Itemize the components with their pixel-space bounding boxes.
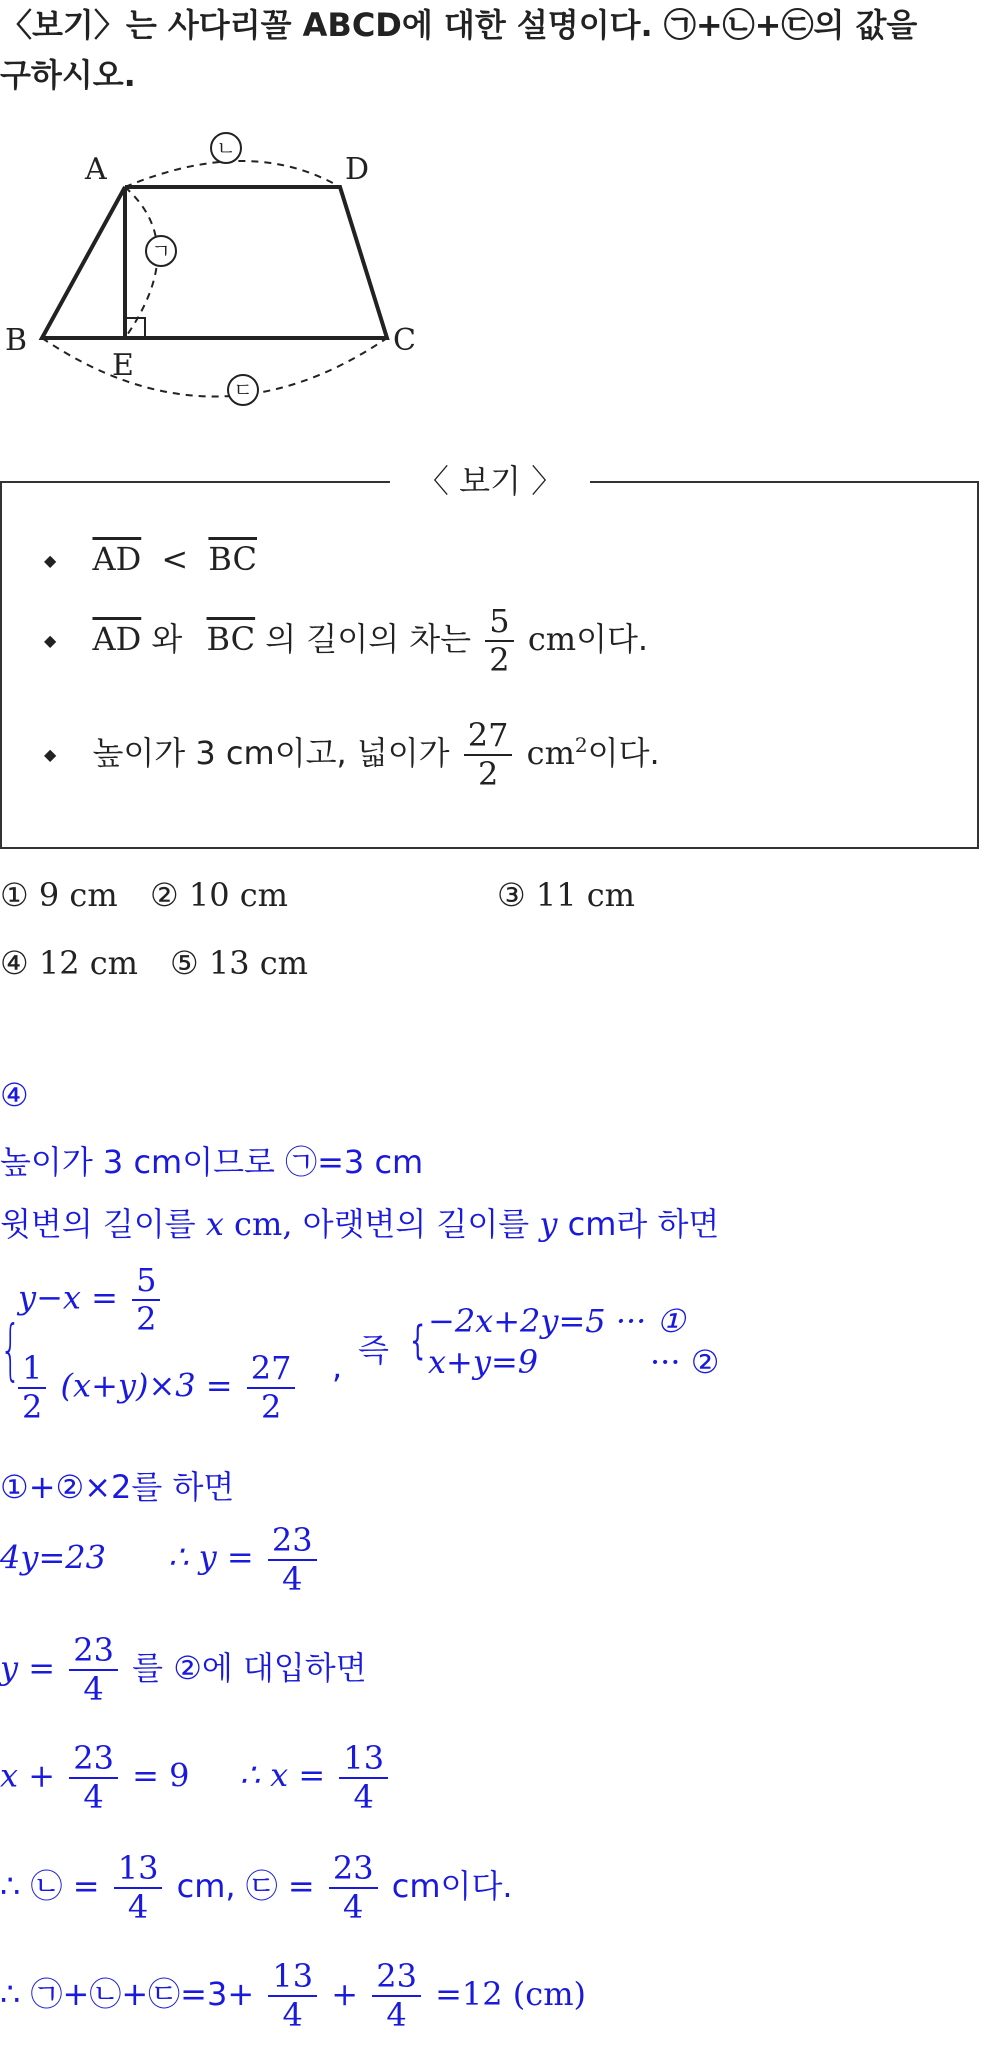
bogi-item-2: [44, 603, 648, 679]
tail-text: 이다.: [576, 619, 649, 658]
bogi-item-1: [44, 535, 257, 585]
answer-mark: ④: [0, 1076, 29, 1114]
solution-line-8: ∴ ㉡ = $\frac{13}{4}$ cm, ㉢ = $\frac{23}{4}$ cm이다.: [0, 1849, 513, 1926]
segment-ad: $\overline{AD}$: [92, 619, 142, 658]
unit-cm: cm: [527, 619, 577, 658]
arc-bottom: [42, 338, 387, 397]
system-eq-3: −2x+2y=5 ··· ①: [428, 1302, 686, 1340]
label-d: D: [345, 152, 370, 187]
choice-5[interactable]: ⑤ 13 cm: [170, 944, 309, 982]
label-a: A: [85, 152, 107, 187]
jeuk-text: 즉: [358, 1331, 389, 1369]
label-b: B: [5, 323, 28, 358]
mark-b: [211, 133, 241, 163]
bogi-title: 〈 보기 〉: [390, 461, 590, 501]
trapezoid-figure: [0, 95, 440, 415]
svg-text:ㄴ: ㄴ: [216, 136, 236, 160]
brace-right: {: [410, 1318, 426, 1364]
mark-c: [228, 375, 258, 405]
comma: ,: [332, 1348, 343, 1386]
system-eq-4: x+y=9: [428, 1343, 539, 1381]
bullet-icon: ◆: [44, 551, 57, 570]
bullet-icon: ◆: [44, 745, 57, 765]
difference-text: 의 길이의 차는: [265, 619, 472, 658]
segment-bc: $\overline{BC}$: [208, 540, 257, 578]
tail-text: 이다.: [587, 733, 660, 772]
solution-line-9: ∴ ㉠+㉡+㉢=3+ $\frac{13}{4}$ + $\frac{23}{4}$ =12 (cm): [0, 1957, 587, 2034]
question-line-1: 〈보기〉는 사다리꼴 ABCD에 대한 설명이다. ㉠+㉡+㉢의 값을: [0, 6, 918, 44]
choice-3[interactable]: ③ 11 cm: [497, 876, 636, 914]
mark-a: [146, 236, 176, 266]
solution-line-2: 윗변의 길이를 x cm, 아랫변의 길이를 y cm라 하면: [0, 1205, 720, 1243]
unit-cm: cm: [526, 733, 575, 772]
bullet-icon: ◆: [44, 631, 57, 651]
system-eq-4-tag: ··· ②: [650, 1343, 720, 1381]
exponent-2: 2: [574, 733, 588, 758]
brace-left: {: [0, 1311, 21, 1388]
solution-line-5: 4y=23 ∴ y = $\frac{23}{4}$: [0, 1522, 321, 1598]
segment-ad: $\overline{AD}$: [92, 540, 142, 578]
choice-1[interactable]: ① 9 cm: [0, 876, 118, 914]
arc-top: [125, 161, 340, 187]
svg-text:ㄷ: ㄷ: [233, 378, 253, 402]
segment-bc: $\overline{BC}$: [206, 619, 256, 658]
svg-text:ㄱ: ㄱ: [151, 239, 171, 263]
bogi-item-3: [44, 717, 660, 793]
solution-line-4: ①+②×2를 하면: [0, 1468, 235, 1506]
choice-4[interactable]: ④ 12 cm: [0, 944, 139, 982]
less-than: <: [161, 540, 189, 578]
label-e: E: [112, 348, 134, 383]
solution-line-1: 높이가 3 cm이므로 ㉠=3 cm: [0, 1143, 424, 1181]
height-area-text: 높이가 3 cm이고, 넓이가: [92, 733, 450, 772]
choice-2[interactable]: ② 10 cm: [150, 876, 289, 914]
solution-line-7: x + $\frac{23}{4}$ = 9 ∴ x = $\frac{13}{4}$: [0, 1740, 392, 1816]
label-c: C: [393, 323, 416, 358]
solution-line-6: y = $\frac{23}{4}$ 를 ②에 대입하면: [0, 1631, 367, 1708]
trapezoid-shape: [42, 187, 387, 338]
system-eq-1: y−x = $\frac{5}{2}$: [18, 1262, 164, 1338]
fraction-27-2: $\frac{27}{2}$: [464, 717, 513, 793]
question-line-2: 구하시오.: [0, 56, 136, 94]
fraction-5-2: $\frac{5}{2}$: [485, 603, 513, 679]
system-eq-2: $\frac{1}{2}$ (x+y)×3 = $\frac{27}{2}$: [18, 1350, 299, 1426]
particle-wa: 와: [151, 619, 183, 658]
